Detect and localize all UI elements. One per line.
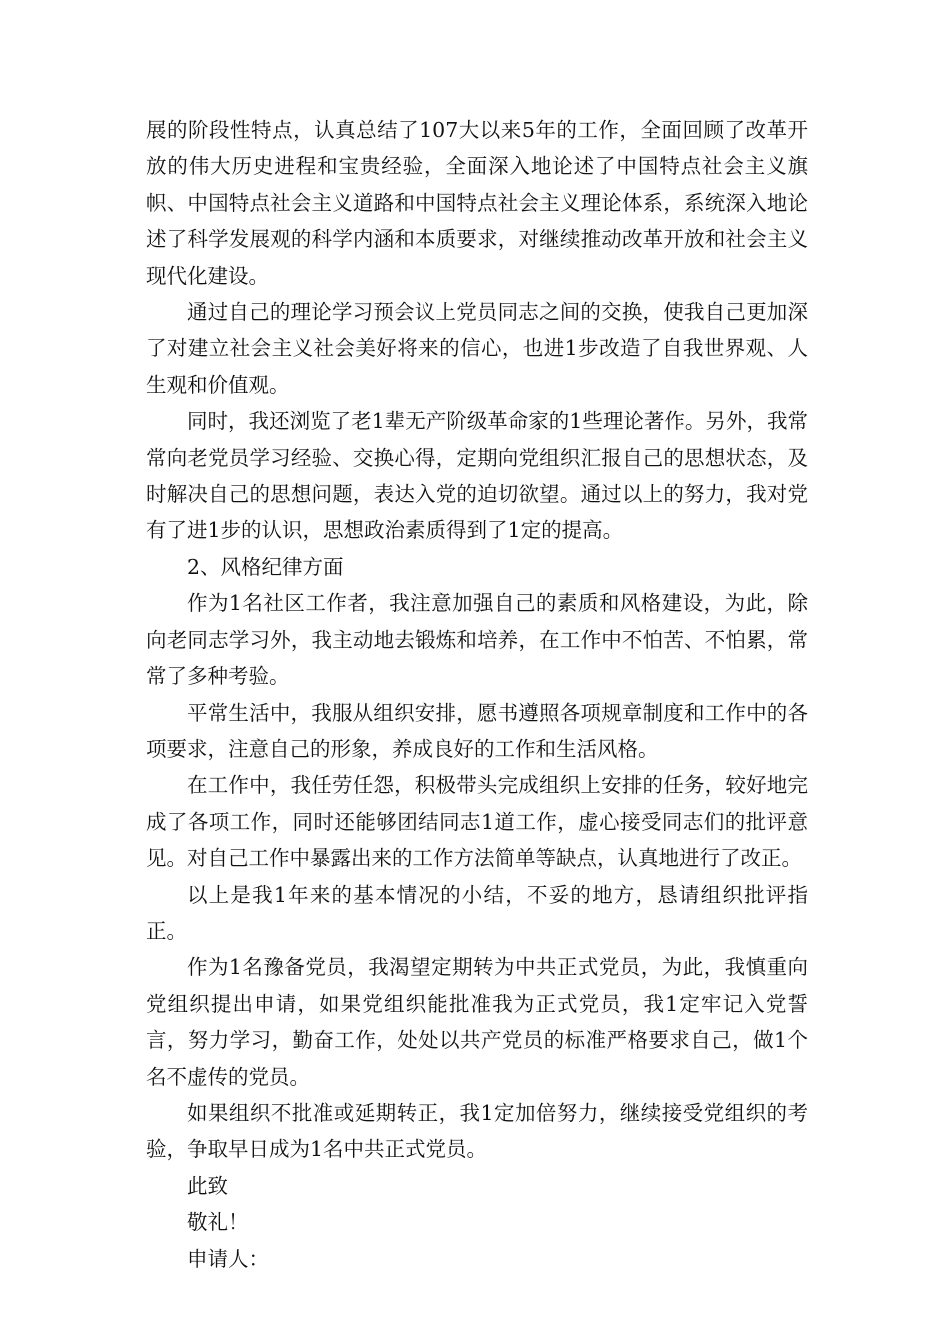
paragraph-continued: 展的阶段性特点，认真总结了107大以来5年的工作，全面回顾了改革开放的伟大历史进程和宝贵经验，全面深入地论述了中国特点社会主义旗帜、中国特点社会主义道路和中国特点社会主义理论体系，系统深入地论述了科学发展观的科学内涵和本质要求，对继续推动改革开放和社会主义现代化建设。	[146, 118, 808, 288]
paragraph-application: 作为1名豫备党员，我渴望定期转为中共正式党员，为此，我慎重向党组织提出申请，如果党组织能批准我为正式党员，我1定牢记入党誓言，努力学习，勤奋工作，处处以共产党员的标准严格要求自己，做1个名不虚传的党员。	[146, 955, 808, 1089]
paragraph-at-work: 在工作中，我任劳任怨，积极带头完成组织上安排的任务，较好地完成了各项工作，同时还能够团结同志1道工作，虚心接受同志们的批评意见。对自己工作中暴露出来的工作方法简单等缺点，认真地进行了改正。	[146, 773, 808, 871]
closing-regards: 敬礼！	[187, 1210, 249, 1235]
document-body	[146, 112, 808, 1277]
applicant-signature-line: 申请人：	[187, 1246, 269, 1271]
paragraph-if-rejected: 如果组织不批准或延期转正，我1定加倍努力，继续接受党组织的考验，争取早日成为1名中共正式党员。	[146, 1100, 808, 1162]
section-heading-discipline: 2、风格纪律方面	[187, 554, 344, 579]
paragraph-daily-life: 平常生活中，我服从组织安排，愿书遵照各项规章制度和工作中的各项要求，注意自己的形象，养成良好的工作和生活风格。	[146, 700, 808, 761]
paragraph-reading: 同时，我还浏览了老1辈无产阶级革命家的1些理论著作。另外，我常常向老党员学习经验、交换心得，定期向党组织汇报自己的思想状态，及时解决自己的思想问题，表达入党的迫切欲望。通过以上的努力，我对党有了进1步的认识，思想政治素质得到了1定的提高。	[146, 409, 808, 543]
paragraph-community-work: 作为1名社区工作者，我注意加强自己的素质和风格建设，为此，除向老同志学习外，我主动地去锻炼和培养，在工作中不怕苦、不怕累，常常了多种考验。	[146, 591, 808, 689]
paragraph-theory-study: 通过自己的理论学习预会议上党员同志之间的交换，使我自己更加深了对建立社会主义社会美好将来的信心，也进1步改造了自我世界观、人生观和价值观。	[146, 300, 808, 397]
closing-salutation: 此致	[187, 1173, 228, 1198]
paragraph-summary: 以上是我1年来的基本情况的小结，不妥的地方，恳请组织批评指正。	[146, 882, 808, 943]
